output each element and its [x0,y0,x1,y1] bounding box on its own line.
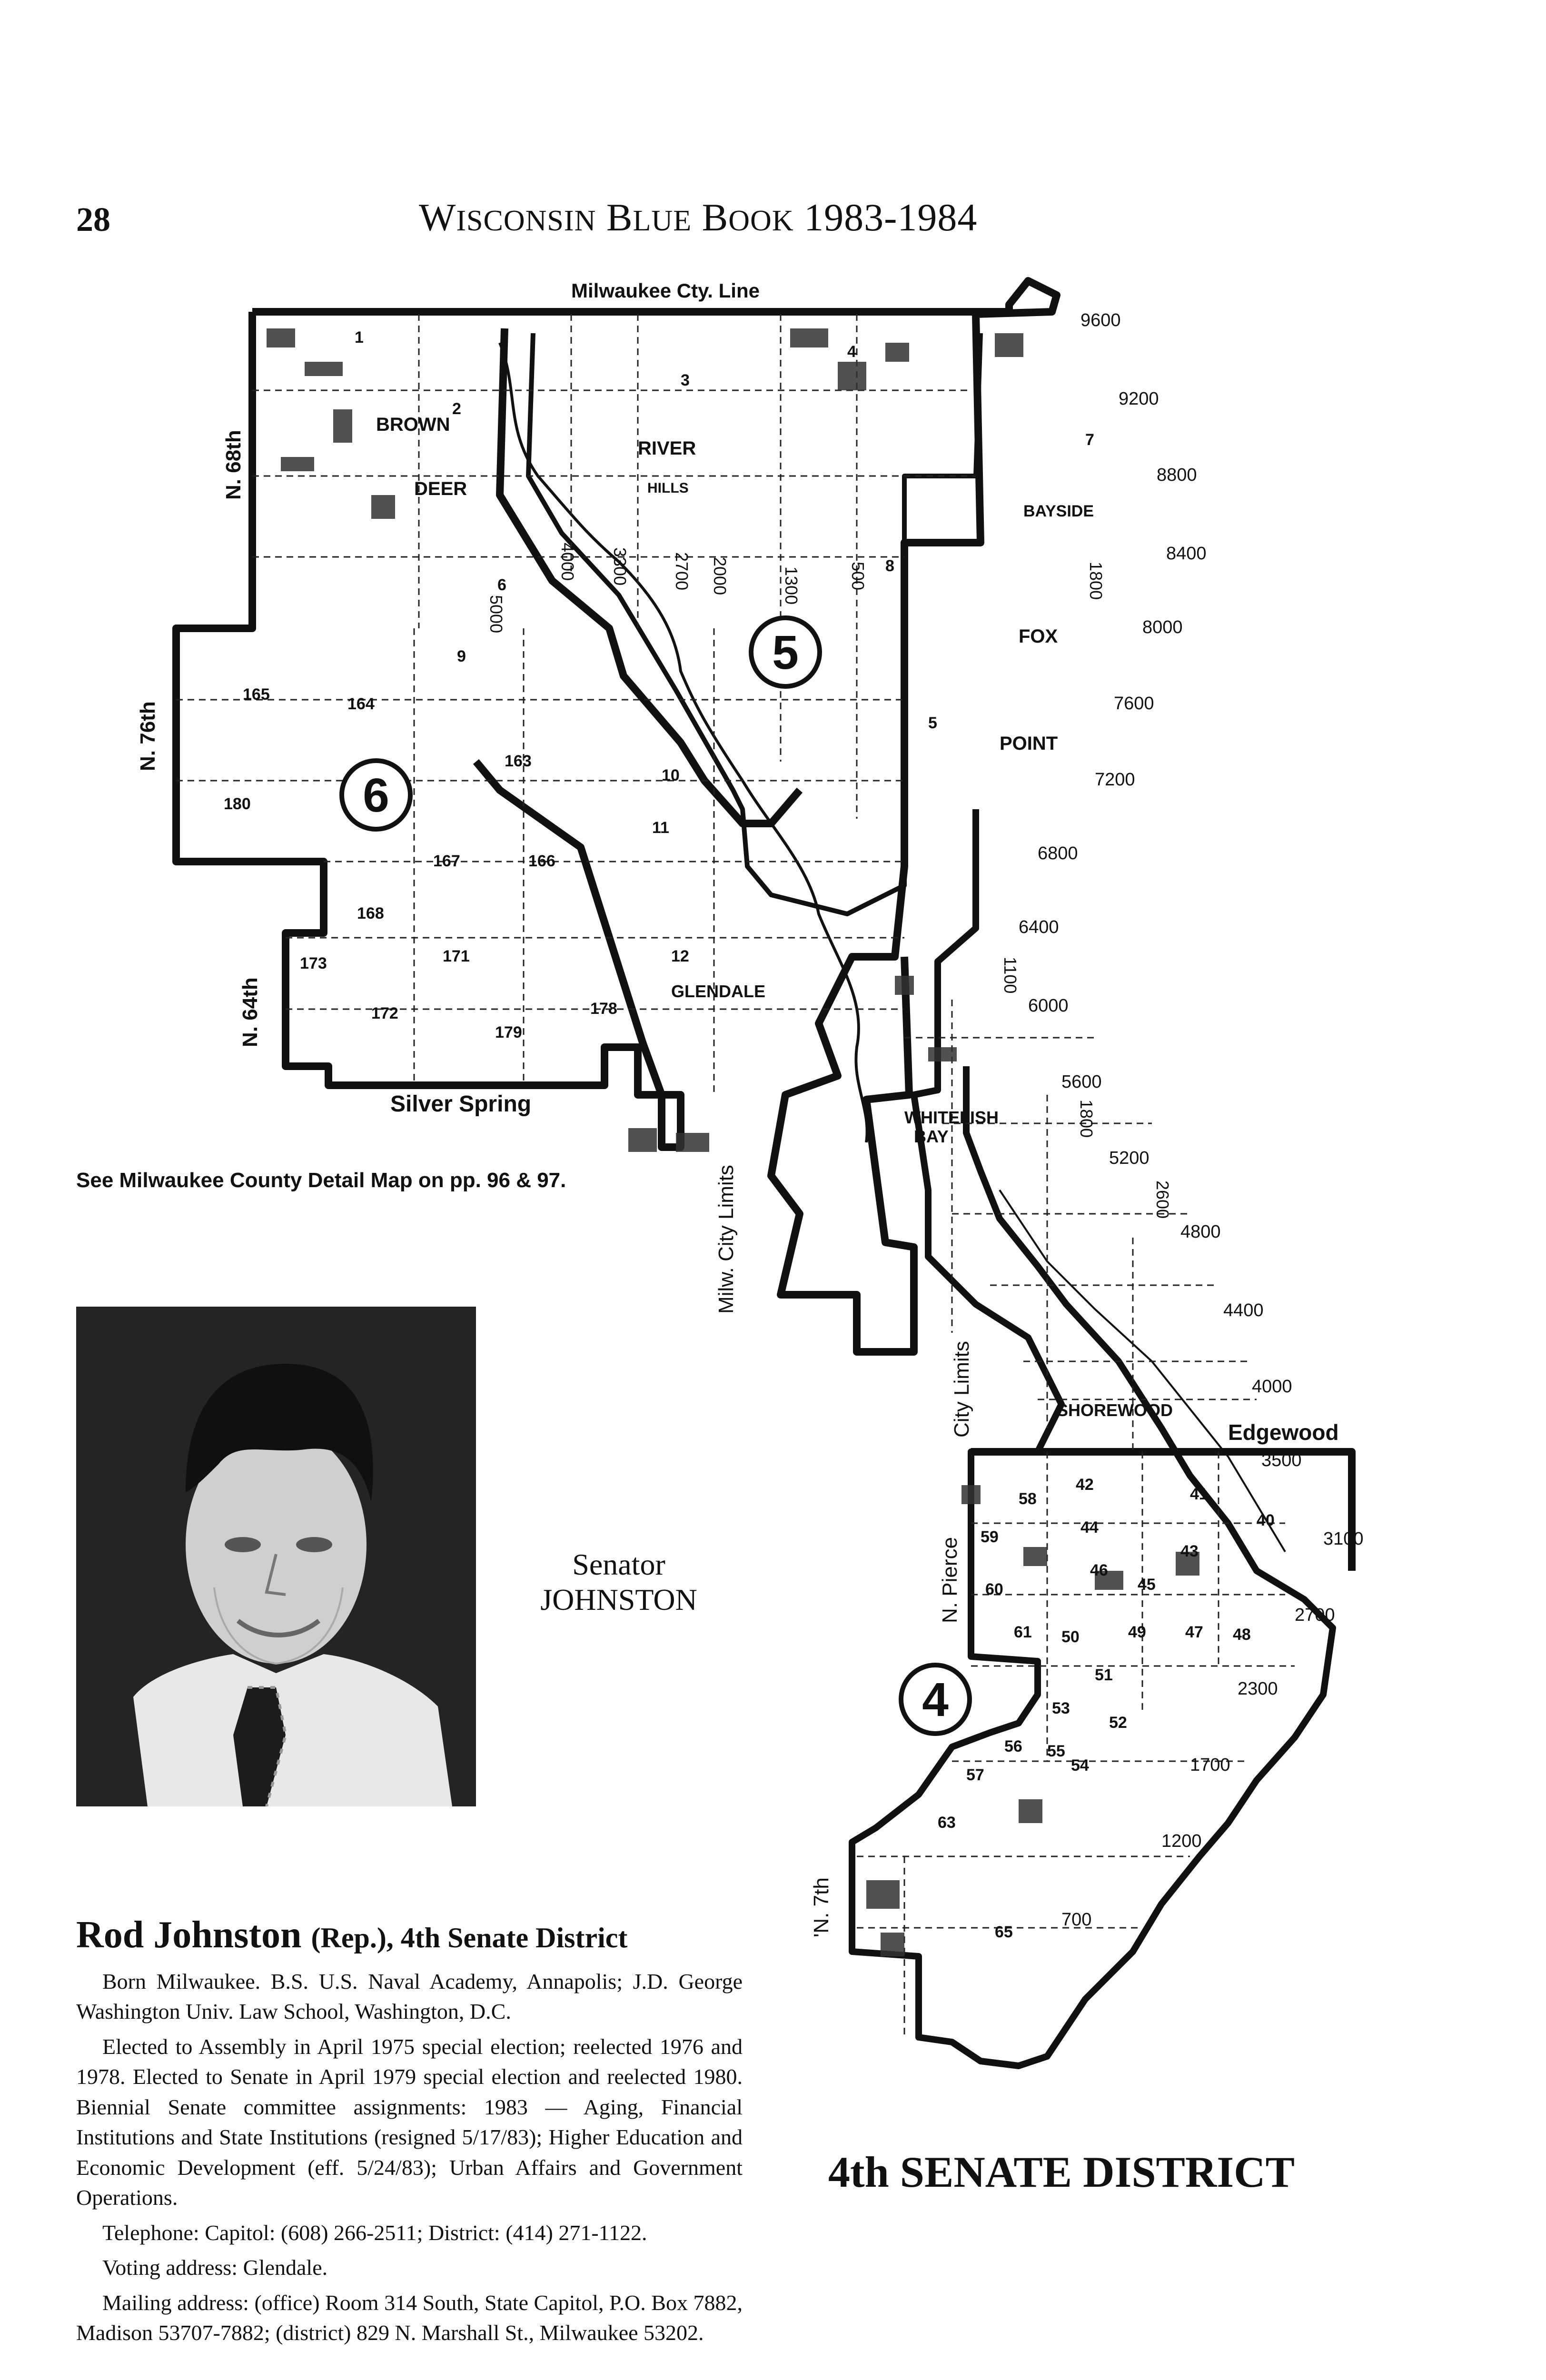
bio-heading [76,1914,743,1957]
svg-text:2700: 2700 [672,552,692,591]
svg-text:3500: 3500 [1261,1450,1302,1470]
county-line-label: Milwaukee Cty. Line [571,279,760,302]
svg-text:9600: 9600 [1080,310,1121,330]
svg-text:167: 167 [433,852,460,870]
svg-text:173: 173 [300,954,327,972]
svg-text:4: 4 [847,343,856,361]
svg-text:2: 2 [452,400,461,418]
svg-text:56: 56 [1004,1737,1022,1755]
svg-text:171: 171 [443,947,470,965]
svg-text:9200: 9200 [1119,389,1159,409]
svg-text:59: 59 [981,1528,999,1546]
svg-text:4000: 4000 [558,543,577,581]
svg-text:61: 61 [1014,1623,1032,1641]
map-reference-note: See Milwaukee County Detail Map on pp. 96 & 97. [76,1169,566,1192]
district-6-label: 6 [363,769,389,822]
svg-text:3300: 3300 [610,547,630,586]
svg-text:2700: 2700 [1295,1605,1335,1625]
place-river: RIVER [638,438,696,459]
place-shorewood: SHOREWOOD [1057,1400,1173,1420]
street-milw-city-limits: Milw. City Limits [714,1165,738,1314]
svg-text:163: 163 [505,752,532,770]
svg-text:45: 45 [1138,1576,1156,1594]
district-5-label: 5 [772,626,799,679]
svg-text:172: 172 [371,1004,398,1022]
svg-text:8800: 8800 [1157,465,1197,485]
svg-text:9: 9 [457,647,466,665]
biography [76,1914,743,2353]
svg-text:8: 8 [885,557,894,575]
place-fox: FOX [1019,626,1058,647]
svg-text:1700: 1700 [1190,1755,1230,1775]
svg-text:1300: 1300 [782,566,801,605]
svg-text:7600: 7600 [1114,694,1154,714]
svg-text:180: 180 [224,795,251,813]
place-brown: BROWN [376,414,450,435]
bio-paragraph: Elected to Assembly in April 1975 special election; reelected 1976 and 1978. Elected to Senate in April 1979 special election and reelected 1980. Biennial Senate committee assignments: 1983 — Aging, Financial Institutions and State Institutions (resigned 5/17/83); Higher Education and Economic Development (eff. 5/24/83); Urban Affairs and Government Operations. [76,2034,743,2210]
district-title: 4th SENATE DISTRICT [828,2148,1295,2196]
street-city-limits: City Limits [950,1341,973,1438]
svg-text:7: 7 [1085,431,1094,449]
svg-text:2300: 2300 [1238,1679,1278,1699]
silver-spring-label: Silver Spring [390,1091,532,1117]
place-bay: BAY [914,1127,949,1146]
svg-text:8400: 8400 [1166,544,1207,564]
inner-boundary [500,328,800,823]
svg-text:65: 65 [995,1923,1013,1941]
svg-text:700: 700 [1061,1910,1092,1930]
svg-text:42: 42 [1076,1476,1094,1494]
svg-text:178: 178 [590,1000,617,1018]
svg-text:10: 10 [662,766,680,784]
svg-text:51: 51 [1095,1666,1113,1684]
svg-text:55: 55 [1047,1742,1065,1760]
svg-text:53: 53 [1052,1699,1070,1717]
street-n68th: N. 68th [222,430,245,500]
svg-text:179: 179 [495,1023,522,1041]
svg-text:1800: 1800 [1077,1100,1096,1138]
district-4-label: 4 [922,1673,949,1726]
place-glendale: GLENDALE [671,982,765,1001]
svg-text:44: 44 [1080,1518,1099,1537]
svg-text:63: 63 [938,1814,956,1832]
caption-name: JOHNSTON [540,1582,697,1616]
svg-text:54: 54 [1071,1756,1089,1775]
running-head: WISCONSIN BLUE BOOK 1983-1984 [419,196,978,239]
place-deer: DEER [414,478,467,499]
svg-text:12: 12 [671,947,689,965]
svg-text:1800: 1800 [1086,562,1106,600]
svg-text:60: 60 [985,1580,1003,1598]
svg-text:6000: 6000 [1028,996,1069,1016]
street-n76th: N. 76th [136,701,159,771]
party-district: (Rep.), 4th Senate District [311,1922,628,1954]
svg-text:5: 5 [928,714,937,732]
bio-paragraph: Telephone: Capitol: (608) 266-2511; District: (414) 271-1122. [102,2220,647,2245]
place-point: POINT [1000,733,1058,754]
svg-text:5200: 5200 [1109,1148,1150,1168]
page-number: 28 [76,200,110,238]
svg-text:166: 166 [528,852,555,870]
svg-text:46: 46 [1090,1561,1108,1579]
svg-text:52: 52 [1109,1714,1127,1732]
svg-text:2000: 2000 [710,557,730,595]
svg-text:3100: 3100 [1323,1529,1364,1549]
svg-text:4400: 4400 [1223,1300,1264,1320]
svg-text:57: 57 [966,1766,984,1784]
street-n64th: N. 64th [238,977,262,1047]
svg-text:3: 3 [681,371,690,389]
svg-text:6800: 6800 [1038,843,1078,863]
place-bayside: BAYSIDE [1023,502,1094,520]
svg-text:4800: 4800 [1180,1222,1221,1242]
svg-text:58: 58 [1019,1490,1037,1508]
svg-text:50: 50 [1061,1628,1080,1646]
place-hills: HILLS [647,480,689,496]
svg-text:5600: 5600 [1061,1072,1102,1092]
svg-text:165: 165 [243,685,270,704]
svg-text:8000: 8000 [1142,617,1183,637]
svg-text:500: 500 [848,562,868,591]
svg-text:43: 43 [1180,1542,1199,1560]
bio-paragraph: Born Milwaukee. B.S. U.S. Naval Academy, Annapolis; J.D. George Washington Univ. Law School, Washington, D.C. [76,1969,743,2024]
bio-paragraph: Mailing address: (office) Room 314 South, State Capitol, P.O. Box 7882, Madison 53707-7882; (district) 829 N. Marshall St., Milwaukee 53202. [76,2290,743,2345]
svg-text:47: 47 [1185,1623,1203,1641]
svg-text:1200: 1200 [1161,1831,1202,1851]
svg-text:2600: 2600 [1153,1180,1172,1219]
svg-text:40: 40 [1257,1511,1275,1529]
svg-text:6400: 6400 [1019,917,1059,937]
bio-paragraph: Voting address: Glendale. [102,2255,328,2280]
svg-text:1100: 1100 [1001,957,1020,994]
svg-text:4000: 4000 [1252,1377,1292,1397]
svg-text:164: 164 [347,695,375,713]
street-n-pierce: N. Pierce [938,1537,961,1623]
caption-title: Senator [572,1547,665,1581]
svg-text:168: 168 [357,904,384,922]
photo-caption [495,1547,743,1617]
svg-text:1: 1 [355,328,364,347]
svg-text:7200: 7200 [1095,770,1135,790]
svg-text:5000: 5000 [486,595,506,634]
svg-text:49: 49 [1128,1623,1146,1641]
place-whitefish: WHITEFISH [904,1108,999,1127]
senator-photo [76,1307,476,1806]
street-n7th: 'N. 7th [810,1877,833,1937]
svg-text:6: 6 [497,576,506,594]
senator-name: Rod Johnston [76,1914,302,1956]
svg-text:48: 48 [1233,1626,1251,1644]
svg-text:41: 41 [1190,1485,1208,1503]
svg-text:11: 11 [652,819,669,837]
edgewood-label: Edgewood [1228,1420,1339,1445]
